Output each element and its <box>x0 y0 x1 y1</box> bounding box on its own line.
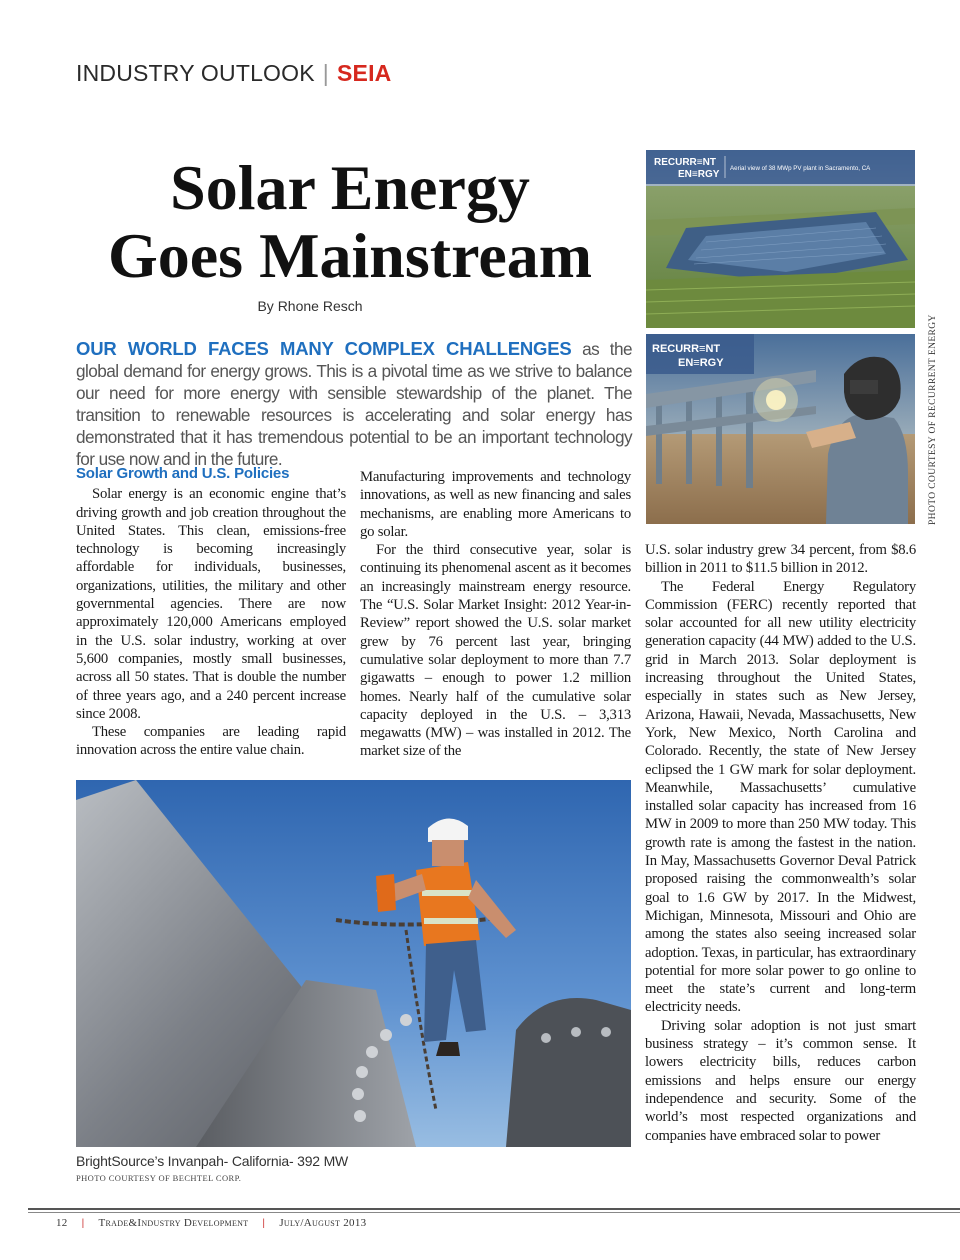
subhead: Solar Growth and U.S. Policies <box>76 465 290 482</box>
brand-label: SEIA <box>336 60 392 86</box>
aerial-photo-caption: Aerial view of 38 MWp PV plant in Sacramento, CA <box>730 165 871 172</box>
body-column-3 <box>645 541 916 1145</box>
paragraph: Manufacturing improvements and technology innovations, as well as new financing and sales mechanisms, are enabling more Americans to go solar. <box>360 469 631 540</box>
title-line-1: Solar Energy <box>170 152 530 223</box>
welder-logo-line-1: RECURR≡NT <box>652 343 721 355</box>
page-footer <box>56 1217 366 1229</box>
photo-credit: PHOTO COURTESY OF BECHTEL CORP. <box>76 1173 242 1183</box>
paragraph: For the third consecutive year, solar is continuing its phenomenal ascent as it becomes an increasingly mainstream energy resource. The “U.S. Solar Market Insight: 2012 Year-in-Review” report showed the U.S. solar market grew by 76 percent last year, bringing cumulative solar deployment to more than 7.7 gigawatts – enough to power 1.2 million homes. Nearly half of the cumulative solar capacity deployed in the U.S. – 3,313 megawatts (MW) – was installed in 2012. The market size of the <box>360 542 631 760</box>
section-label: INDUSTRY OUTLOOK <box>76 60 315 86</box>
photo-caption: BrightSource’s Invanpah- California- 392 MW <box>76 1153 349 1169</box>
paragraph: These companies are leading rapid innovation across the entire value chain. <box>76 724 346 759</box>
footer-rule-thin <box>28 1212 960 1213</box>
footer-divider: | <box>81 1218 85 1229</box>
recurrent-photo-credit: PHOTO COURTESY OF RECURRENT ENERGY <box>928 314 938 525</box>
aerial-logo-line-2: EN≡RGY <box>678 169 720 180</box>
lede-caps: OUR WORLD FACES MANY COMPLEX CHALLENGES <box>76 338 572 359</box>
aerial-pv-plant-photo <box>646 150 915 328</box>
aerial-logo-line-1: RECURR≡NT <box>654 157 716 168</box>
welder-photo <box>646 334 915 524</box>
footer-divider: | <box>262 1218 266 1229</box>
issue-date: July/August 2013 <box>279 1217 367 1229</box>
paragraph: U.S. solar industry grew 34 percent, from $8.6 billion in 2011 to $11.5 billion in 2012. <box>645 542 916 577</box>
publication-name: Trade&Industry Development <box>98 1217 249 1229</box>
page-number: 12 <box>56 1217 68 1229</box>
article-title <box>60 154 640 290</box>
body-column-2 <box>360 468 631 761</box>
section-header <box>76 60 391 87</box>
worker-on-heliostat-photo <box>76 780 631 1147</box>
byline: By Rhone Resch <box>257 298 363 314</box>
paragraph: The Federal Energy Regulatory Commission (FERC) recently reported that solar accounted for all new utility electricity generation capacity (44 MW) added to the U.S. grid in March 2013. Solar deployment is increasing throughout the United States, especially in states such as New Jersey, Arizona, Hawaii, Nevada, Massachusetts, New York, New Mexico, North Carolina and Colorado. Recently, the state of New Jersey eclipsed the 1 GW mark for solar deployment. Meanwhile, Massachusetts’ cumulative installed solar capacity has increased from 16 MW in 2009 to more than 250 MW today. This growth rate is among the fastest in the nation. In May, Massachusetts Governor Deval Patrick proposed raising the commonwealth’s solar goal to 1.6 GW by 2017. In the Midwest, Michigan, Minnesota, Missouri and Ohio are among the states also seeing increased solar adoption. Texas, in particular, has extraordinary potential for more solar power to go online to meet the state’s current and long-term electricity needs. <box>645 578 916 1016</box>
footer-rule <box>28 1208 960 1210</box>
header-divider: | <box>322 60 329 86</box>
lede-text: as the global demand for energy grows. This is a pivotal time as we strive to balance our need for more energy with sensible stewardship of the planet. The transition to renewable resources is accelerating and solar energy has demonstrated that it has tremendous potential to be an important technology for use now and in the future. <box>76 339 632 469</box>
title-line-2: Goes Mainstream <box>107 220 593 291</box>
welder-logo-line-2: EN≡RGY <box>678 357 724 369</box>
paragraph: Driving solar adoption is not just smart business strategy – it’s common sense. It lowers electricity bills, reduces carbon emissions and helps ensure our energy independence and security. Some of the world’s most respected organizations and companies have embraced solar to power <box>645 1017 916 1144</box>
lede-paragraph <box>76 338 632 470</box>
body-column-1 <box>76 465 346 760</box>
paragraph: Solar energy is an economic engine that’s driving growth and job creation throughout the United States. This clean, emissions-free technology is becoming increasingly affordable for individuals, businesses, organizations, utilities, the military and other governmental agencies. There are now approximately 120,000 Americans employed in the U.S. solar industry, working at over 5,600 companies, mostly small businesses, across all 50 states. That is double the number of three years ago, and a 240 percent increase since 2008. <box>76 486 346 722</box>
